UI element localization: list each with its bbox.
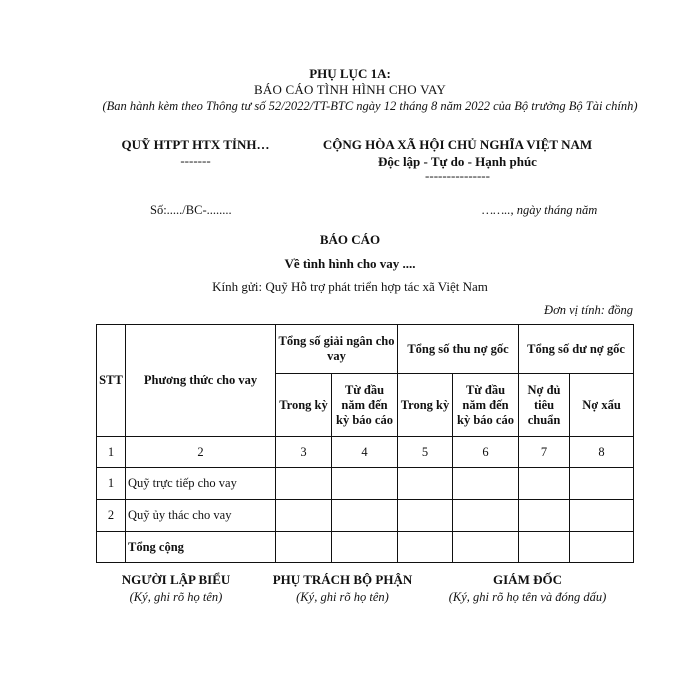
cell-empty [453, 532, 519, 563]
document-title: BÁO CÁO TÌNH HÌNH CHO VAY [254, 82, 446, 97]
header-collection-in-period: Trong kỳ [398, 374, 453, 437]
cell-empty [332, 468, 398, 500]
header-standard-debt: Nợ đủ tiêu chuẩn [519, 374, 570, 437]
cell-empty [519, 468, 570, 500]
signer-preparer: NGƯỜI LẬP BIỂU [121, 572, 231, 587]
header-disbursement: Tổng số giải ngân cho vay [276, 325, 398, 374]
organization-name: QUỸ HTPT HTX TỈNH… [121, 137, 270, 152]
header-collection-ytd: Từ đầu năm đến kỳ báo cáo [453, 374, 519, 437]
loan-report-table [96, 324, 634, 563]
signer-director-note: (Ký, ghi rõ họ tên và đóng dấu) [448, 590, 607, 604]
header-bad-debt: Nợ xấu [570, 374, 634, 437]
header-disbursement-ytd: Từ đầu năm đến kỳ báo cáo [332, 374, 398, 437]
cell-empty [570, 532, 634, 563]
cell-empty [276, 532, 332, 563]
column-number: 7 [519, 437, 570, 468]
report-subject: Về tình hình cho vay .... [284, 256, 416, 271]
cell-empty [332, 500, 398, 532]
row-method: Quỹ ủy thác cho vay [126, 500, 276, 532]
unit-label: Đơn vị tính: đồng [544, 303, 633, 317]
column-number: 4 [332, 437, 398, 468]
header-disbursement-in-period: Trong kỳ [276, 374, 332, 437]
cell-empty [332, 532, 398, 563]
signer-department-head-note: (Ký, ghi rõ họ tên) [296, 590, 389, 604]
header-outstanding: Tổng số dư nợ gốc [519, 325, 634, 374]
table-row [97, 468, 634, 500]
column-number: 5 [398, 437, 453, 468]
cell-empty [453, 500, 519, 532]
column-number: 6 [453, 437, 519, 468]
cell-empty [519, 500, 570, 532]
cell-empty [276, 468, 332, 500]
signer-department-head: PHỤ TRÁCH BỘ PHẬN [272, 572, 413, 587]
column-number: 2 [126, 437, 276, 468]
cell-empty [570, 500, 634, 532]
organization-divider: ------- [180, 153, 211, 168]
cell-empty [453, 468, 519, 500]
national-divider: --------------- [425, 168, 490, 183]
header-stt: STT [97, 325, 126, 437]
issuance-note: (Ban hành kèm theo Thông tư số 52/2022/TT-BTC ngày 12 tháng 8 năm 2022 của Bộ trưởng Bộ Tài chính) [102, 99, 638, 113]
column-number: 3 [276, 437, 332, 468]
column-number-row [97, 437, 634, 468]
column-number: 8 [570, 437, 634, 468]
cell-empty [570, 468, 634, 500]
document-number: Số:...../BC-........ [150, 203, 232, 217]
header-method: Phương thức cho vay [126, 325, 276, 437]
cell-empty [276, 500, 332, 532]
signer-preparer-note: (Ký, ghi rõ họ tên) [129, 590, 223, 604]
row-stt: 2 [97, 500, 126, 532]
national-motto: Độc lập - Tự do - Hạnh phúc [378, 154, 537, 169]
table-row [97, 500, 634, 532]
header-collection: Tổng số thu nợ gốc [398, 325, 519, 374]
column-number: 1 [97, 437, 126, 468]
row-total-label: Tổng cộng [126, 532, 276, 563]
cell-empty [398, 500, 453, 532]
document-date: …….., ngày tháng năm [482, 203, 598, 217]
signer-director: GIÁM ĐỐC [493, 572, 562, 587]
cell-empty [398, 532, 453, 563]
cell-empty [398, 468, 453, 500]
row-stt: 1 [97, 468, 126, 500]
table-row-total [97, 532, 634, 563]
report-recipient: Kính gửi: Quỹ Hỗ trợ phát triển hợp tác xã Việt Nam [212, 279, 488, 294]
appendix-label: PHỤ LỤC 1A: [309, 66, 391, 81]
row-method: Quỹ trực tiếp cho vay [126, 468, 276, 500]
report-title: BÁO CÁO [319, 232, 381, 247]
row-stt [97, 532, 126, 563]
national-title: CỘNG HÒA XÃ HỘI CHỦ NGHĨA VIỆT NAM [322, 137, 593, 152]
cell-empty [519, 532, 570, 563]
